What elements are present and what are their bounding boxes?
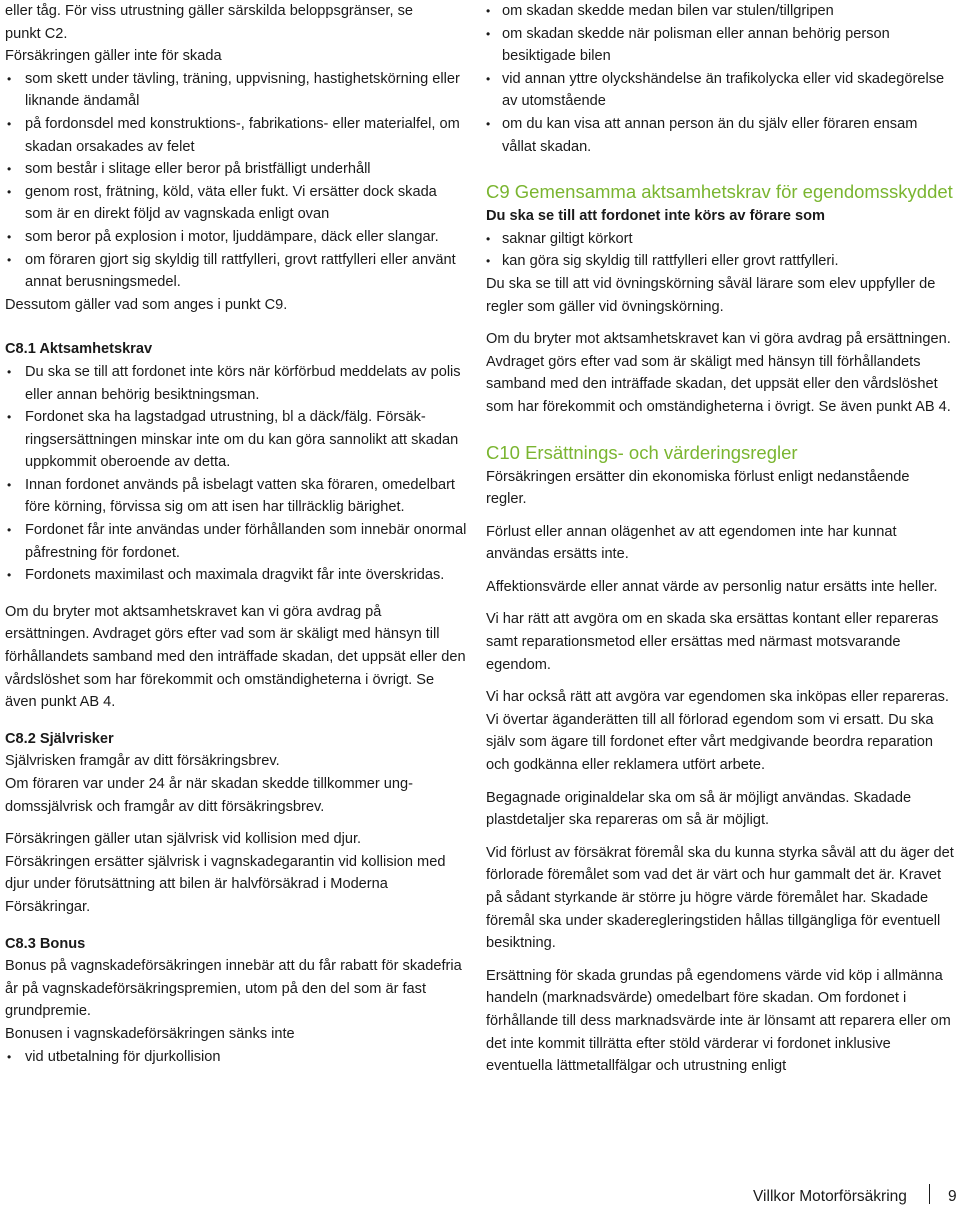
footer-divider <box>929 1184 930 1204</box>
list-item: • saknar giltigt körkort <box>486 228 954 251</box>
c82-paragraph: Försäkringen gäller utan självrisk vid kollision med djur. <box>5 831 362 848</box>
list-item: • genom rost, frätning, köld, väta eller fukt. Vi ersätter dock skada som är en direkt följd av vagnskada enligt ovan <box>5 181 467 226</box>
list-item: • som skett under tävling, träning, uppvisning, hastighetskörning eller liknande ändamål <box>5 68 467 113</box>
list-item: • om skadan skedde medan bilen var stulen/tillgripen <box>486 0 954 23</box>
c10-paragraph: Förlust eller annan olägenhet av att egendomen inte har kunnat användas ersätts inte. <box>486 523 897 563</box>
page-footer <box>0 1186 960 1208</box>
c10-paragraph: Vid förlust av försäkrat föremål ska du kunna styrka såväl att du äger det förlorade föremålet som vad det är värt och hur gammalt det är. Kravet på sådant styrkande är större ju högre värde föremålet har. Skadade föremål ska under skaderegleringstiden hållas tillgängliga för eventuell besiktning. <box>486 844 954 952</box>
c9-paragraph: Du ska se till att vid övningskörning såväl lärare som elev uppfyller de regler som gäller vid övningskörning. <box>486 275 936 315</box>
right-column <box>486 0 954 1078</box>
c83-list <box>5 1046 467 1069</box>
c9-list <box>486 228 954 273</box>
c81-list <box>5 361 467 587</box>
list-item: • Fordonets maximilast och maximala dragvikt får inte överskridas. <box>5 564 467 587</box>
list-item: • Fordonet ska ha lagstadgad utrustning, bl a däck/fälg. Försäkringsersättningen minskar inte om du kan göra sannolikt att skadan uppkommit oberoende av detta. <box>5 406 467 474</box>
list-item: • om skadan skedde när polisman eller annan behörig person besiktigade bilen <box>486 23 954 68</box>
exclusions-heading: Försäkringen gäller inte för skada <box>5 48 222 65</box>
c10-paragraph: Affektionsvärde eller annat värde av personlig natur ersätts inte heller. <box>486 578 938 595</box>
section-heading-c9: C9 Gemensamma aktsamhetskrav för egendomsskyddet <box>486 181 953 203</box>
c10-paragraph: Begagnade originaldelar ska om så är möjligt användas. Skadade plastdetaljer ska repareras om så är möjligt. <box>486 789 912 829</box>
c9-subheading: Du ska se till att fordonet inte körs av förare som <box>486 208 825 225</box>
list-item: • om föraren gjort sig skyldig till rattfylleri, grovt rattfylleri eller använt annat berusningsmedel. <box>5 249 467 294</box>
c10-paragraph: Vi har rätt att avgöra om en skada ska ersättas kontant eller repareras samt reparationsmetod eller ersättas med närmast motsvarande egendom. <box>486 611 939 673</box>
list-item: • vid utbetalning för djurkollision <box>5 1046 467 1069</box>
section-heading-c82: C8.2 Självrisker <box>5 730 114 747</box>
c10-paragraph: Försäkringen ersätter din ekonomiska förlust enligt nedanstående regler. <box>486 468 910 508</box>
c9-paragraph: Om du bryter mot aktsamhetskravet kan vi göra avdrag på ersättningen. Avdraget görs efter vad som är skäligt med hänsyn till förhållandets samband med den inträffade skadan, det uppsät eller den vårdslöshet som har förekommit och omständigheterna i övrigt. Se även punkt AB 4. <box>486 331 951 415</box>
exclusions-note: Dessutom gäller vad som anges i punkt C9. <box>5 296 288 313</box>
footer-title: Villkor Motorförsäkring <box>753 1188 907 1205</box>
c10-paragraph: Ersättning för skada grundas på egendomens värde vid köp i allmänna handeln (marknadsvärde) omedelbart före skadan. Om fordonet i förhållande till dess marknadsvärde inte är lönsamt att reparera eller om det inte kommit tillrätta efter stöld värderar vi fordonet inklusive eventuella lättmetallfälgar och utrustning enligt <box>486 967 951 1075</box>
c82-paragraph: Om föraren var under 24 år när skadan skedde tillkommer ungdomssjälvrisk och framgår av ditt försäkringsbrev. <box>5 776 414 815</box>
section-heading-c10: C10 Ersättnings- och värderingsregler <box>486 441 798 463</box>
list-item: • som beror på explosion i motor, ljuddämpare, däck eller slangar. <box>5 226 467 249</box>
intro-line-2: punkt C2. <box>5 25 68 42</box>
c82-paragraph: Försäkringen ersätter självrisk i vagnskadegarantin vid kollision med djur under förutsättning att bilen är halvförsäkrad i Moderna Försäkringar. <box>5 853 446 915</box>
exclusions-list <box>5 68 467 294</box>
c83-paragraph: Bonusen i vagnskadeförsäkringen sänks inte <box>5 1025 295 1042</box>
c82-paragraph: Självrisken framgår av ditt försäkringsbrev. <box>5 753 280 770</box>
list-item: • Innan fordonet används på isbelagt vatten ska föraren, omedelbart före körning, förvissa sig om att isen har tillräcklig bärighet. <box>5 474 467 519</box>
top-list <box>486 0 954 158</box>
section-heading-c83: C8.3 Bonus <box>5 935 86 952</box>
intro-line-1: eller tåg. För viss utrustning gäller särskilda beloppsgränser, se <box>5 3 414 19</box>
c81-deduction-paragraph: Om du bryter mot aktsamhetskravet kan vi göra avdrag på ersättningen. Avdraget görs efter vad som är skäligt med hänsyn till förhållandets samband med den inträffade skadan, det uppsät eller den vårdslöshet som har förekommit och omständigheterna i övrigt. Se även punkt AB 4. <box>5 603 466 711</box>
list-item: • vid annan yttre olyckshändelse än trafikolycka eller vid skadegörelse av utomstående <box>486 68 954 113</box>
list-item: • Du ska se till att fordonet inte körs när körförbud meddelats av polis eller annan behörig besiktningsman. <box>5 361 467 406</box>
page-number: 9 <box>948 1188 957 1205</box>
c83-paragraph: Bonus på vagnskadeförsäkringen innebär att du får rabatt för skadefria år på vagnskadeförsäkringspremien, utom på den del som är fast grundpremie. <box>5 958 462 1020</box>
list-item: • som består i slitage eller beror på bristfälligt underhåll <box>5 158 467 181</box>
section-heading-c81: C8.1 Aktsamhetskrav <box>5 341 153 358</box>
left-column <box>5 0 467 1068</box>
list-item: • Fordonet får inte användas under förhållanden som innebär onormal påfrestning för fordonet. <box>5 519 467 564</box>
list-item: • kan göra sig skyldig till rattfylleri eller grovt rattfylleri. <box>486 250 954 273</box>
list-item: • om du kan visa att annan person än du själv eller föraren ensam vållat skadan. <box>486 113 954 158</box>
c10-paragraph: Vi har också rätt att avgöra var egendomen ska inköpas eller repareras. Vi övertar äganderätten till all förlorad egendom som vi ersatt. Du ska själv som ägare till fordonet efter vårt medgivande beordra reparation och godkänna eller reklamera utfört arbete. <box>486 689 949 774</box>
list-item: • på fordonsdel med konstruktions-, fabrikations- eller materialfel, om skadan orsakades av felet <box>5 113 467 158</box>
